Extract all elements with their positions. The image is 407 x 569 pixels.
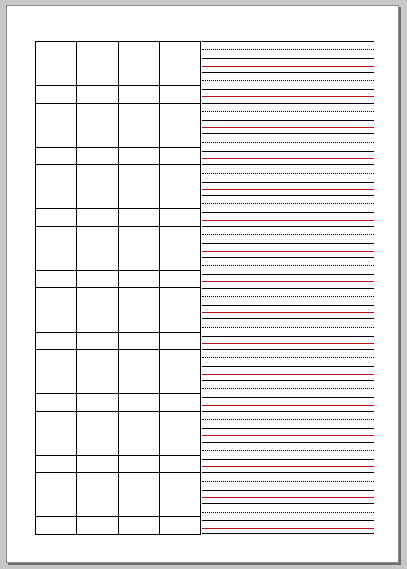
writing-top-line xyxy=(202,472,374,473)
label-cell xyxy=(159,455,201,474)
label-cell xyxy=(35,270,77,289)
label-cell xyxy=(118,332,160,351)
label-cell xyxy=(159,147,201,166)
writing-midline xyxy=(202,512,374,513)
label-cell xyxy=(159,393,201,412)
writing-midline xyxy=(202,357,374,358)
writing-top-line xyxy=(202,164,374,165)
entry-cell xyxy=(118,226,160,271)
label-cell xyxy=(118,393,160,412)
writing-midline xyxy=(202,142,374,143)
writing-baseline xyxy=(202,520,374,521)
writing-top-line xyxy=(202,503,374,504)
writing-midline xyxy=(202,265,374,266)
writing-top-line xyxy=(202,411,374,412)
writing-baseline xyxy=(202,490,374,491)
writing-baseline xyxy=(202,243,374,244)
label-cell xyxy=(35,455,77,474)
writing-midline xyxy=(202,234,374,235)
writing-red-line xyxy=(202,220,374,221)
label-cell xyxy=(76,85,118,104)
label-cell xyxy=(76,455,118,474)
writing-red-line xyxy=(202,251,374,252)
entry-cell xyxy=(159,103,201,148)
entry-cell xyxy=(76,349,118,394)
writing-midline xyxy=(202,481,374,482)
writing-baseline xyxy=(202,305,374,306)
entry-cell xyxy=(35,288,77,333)
handwriting-lines xyxy=(202,41,374,534)
label-cell xyxy=(35,393,77,412)
label-cell xyxy=(118,270,160,289)
entry-cell xyxy=(118,288,160,333)
entry-cell xyxy=(159,472,201,517)
entry-cell xyxy=(76,41,118,86)
writing-midline xyxy=(202,327,374,328)
writing-midline xyxy=(202,450,374,451)
entry-cell xyxy=(118,164,160,209)
writing-red-line xyxy=(202,281,374,282)
writing-red-line xyxy=(202,405,374,406)
entry-cell xyxy=(118,349,160,394)
entry-cell xyxy=(35,472,77,517)
writing-red-line xyxy=(202,343,374,344)
writing-top-line xyxy=(202,380,374,381)
writing-top-line xyxy=(202,288,374,289)
vocabulary-grid xyxy=(35,41,200,534)
entry-cell xyxy=(159,41,201,86)
writing-top-line xyxy=(202,442,374,443)
writing-baseline xyxy=(202,120,374,121)
writing-top-line xyxy=(202,133,374,134)
writing-red-line xyxy=(202,312,374,313)
entry-cell xyxy=(118,411,160,456)
entry-cell xyxy=(159,226,201,271)
label-cell xyxy=(35,208,77,227)
label-cell xyxy=(35,85,77,104)
entry-cell xyxy=(76,164,118,209)
entry-cell xyxy=(35,164,77,209)
entry-cell xyxy=(35,349,77,394)
writing-baseline xyxy=(202,336,374,337)
worksheet-page xyxy=(6,5,399,563)
writing-baseline xyxy=(202,182,374,183)
label-cell xyxy=(118,147,160,166)
entry-cell xyxy=(35,41,77,86)
entry-cell xyxy=(159,349,201,394)
entry-cell xyxy=(76,472,118,517)
entry-cell xyxy=(159,288,201,333)
writing-baseline xyxy=(202,428,374,429)
label-cell xyxy=(76,208,118,227)
writing-midline xyxy=(202,111,374,112)
writing-red-line xyxy=(202,466,374,467)
writing-midline xyxy=(202,173,374,174)
entry-cell xyxy=(76,103,118,148)
writing-midline xyxy=(202,80,374,81)
writing-red-line xyxy=(202,66,374,67)
writing-midline xyxy=(202,203,374,204)
writing-baseline xyxy=(202,212,374,213)
writing-baseline xyxy=(202,58,374,59)
label-cell xyxy=(35,516,77,535)
writing-baseline xyxy=(202,459,374,460)
writing-top-line xyxy=(202,195,374,196)
label-cell xyxy=(76,147,118,166)
writing-red-line xyxy=(202,127,374,128)
writing-top-line xyxy=(202,257,374,258)
writing-baseline xyxy=(202,89,374,90)
writing-baseline xyxy=(202,366,374,367)
entry-cell xyxy=(118,472,160,517)
writing-midline xyxy=(202,296,374,297)
writing-baseline xyxy=(202,151,374,152)
writing-bottom-line xyxy=(202,533,374,534)
writing-red-line xyxy=(202,96,374,97)
label-cell xyxy=(159,516,201,535)
label-cell xyxy=(159,208,201,227)
entry-cell xyxy=(35,103,77,148)
entry-cell xyxy=(35,226,77,271)
entry-cell xyxy=(159,164,201,209)
entry-cell xyxy=(76,226,118,271)
label-cell xyxy=(118,85,160,104)
entry-cell xyxy=(76,411,118,456)
writing-red-line xyxy=(202,497,374,498)
label-cell xyxy=(159,85,201,104)
label-cell xyxy=(76,270,118,289)
writing-top-line xyxy=(202,72,374,73)
label-cell xyxy=(35,147,77,166)
writing-midline xyxy=(202,388,374,389)
writing-midline xyxy=(202,49,374,50)
writing-top-line xyxy=(202,103,374,104)
entry-cell xyxy=(35,411,77,456)
writing-red-line xyxy=(202,435,374,436)
label-cell xyxy=(35,332,77,351)
entry-cell xyxy=(76,288,118,333)
label-cell xyxy=(76,332,118,351)
label-cell xyxy=(76,393,118,412)
writing-baseline xyxy=(202,397,374,398)
writing-red-line xyxy=(202,189,374,190)
label-cell xyxy=(118,516,160,535)
writing-top-line xyxy=(202,41,374,42)
entry-cell xyxy=(159,411,201,456)
label-cell xyxy=(159,332,201,351)
writing-baseline xyxy=(202,274,374,275)
writing-top-line xyxy=(202,226,374,227)
writing-top-line xyxy=(202,349,374,350)
label-cell xyxy=(159,270,201,289)
writing-red-line xyxy=(202,528,374,529)
writing-red-line xyxy=(202,374,374,375)
entry-cell xyxy=(118,103,160,148)
writing-top-line xyxy=(202,318,374,319)
label-cell xyxy=(118,208,160,227)
label-cell xyxy=(76,516,118,535)
writing-midline xyxy=(202,419,374,420)
entry-cell xyxy=(118,41,160,86)
writing-red-line xyxy=(202,158,374,159)
label-cell xyxy=(118,455,160,474)
